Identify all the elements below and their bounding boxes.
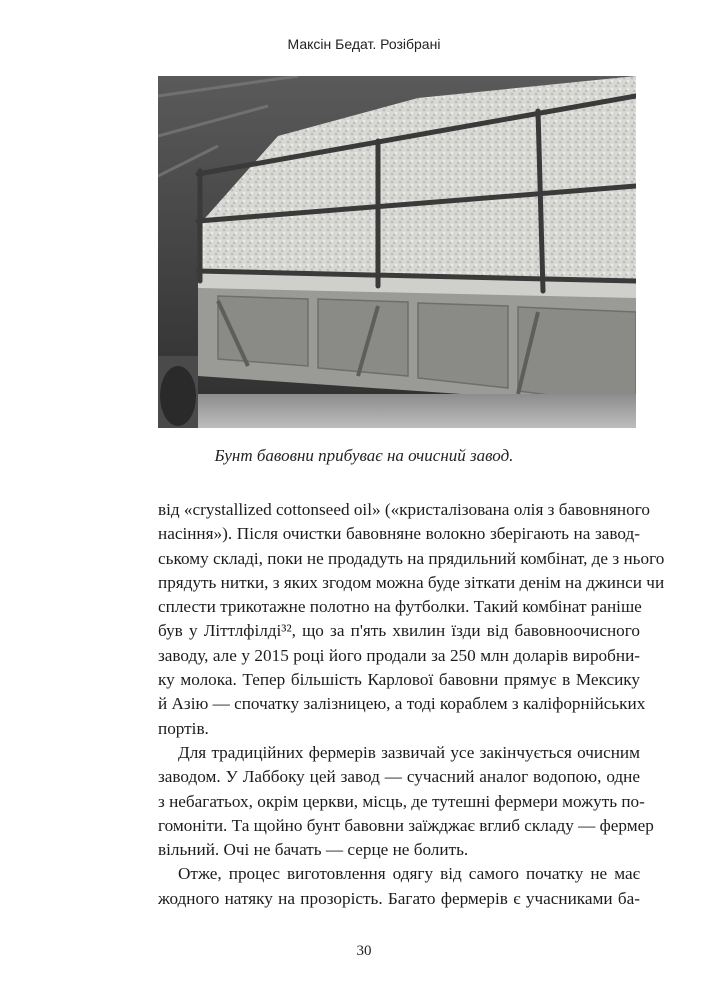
body-line: й Азію — спочатку залізницею, а тоді кораблем з каліфорнійських — [158, 694, 646, 714]
page-number: 30 — [356, 943, 372, 959]
body-line: ському складі, поки не продадуть на прядильний комбінат, де з нього — [158, 548, 665, 568]
running-head: Максін Бедат. Розібрані — [287, 36, 441, 52]
body-line: портів. — [158, 718, 209, 738]
body-line: Отже, процес виготовлення одягу від самого початку не має — [178, 864, 640, 884]
cotton-module-photo — [158, 76, 636, 428]
body-text — [158, 498, 665, 911]
body-line: гомоніти. Та щойно бунт бавовни заїжджає вглиб складу — фермер — [158, 815, 654, 835]
body-line: жодного натяку на прозорість. Багато фермерів є учасниками ба- — [158, 888, 640, 908]
body-line: сплести трикотажне полотно на футболки. Такий комбінат раніше — [158, 597, 642, 617]
body-line: Для традиційних фермерів зазвичай усе закінчується очисним — [178, 742, 640, 762]
body-line: заводом. У Лаббоку цей завод — сучасний аналог водопою, одне — [158, 767, 640, 787]
body-line: насіння»). Після очистки бавовняне волокно зберігають на завод- — [158, 524, 640, 544]
body-line: ку молока. Тепер більшість Карлової бавовни прямує в Мексику — [158, 670, 640, 690]
body-line: вільний. Очі не бачать — серце не болить. — [158, 840, 469, 860]
body-line: заводу, але у 2015 році його продали за 250 млн доларів виробни- — [158, 645, 640, 665]
figure-caption: Бунт бавовни прибуває на очисний завод. — [214, 446, 514, 465]
body-line: з небагатьох, окрім церкви, місць, де тутешні фермери можуть по- — [158, 791, 645, 811]
body-line: прядуть нитки, з яких згодом можна буде зіткати денім на джинси чи — [158, 572, 665, 592]
body-line: від «crystallized cottonseed oil» («кристалізована олія з бавовняного — [158, 500, 650, 519]
body-line: був у Літтлфілді³², що за п'ять хвилин їзди від бавовноочисного — [158, 621, 640, 641]
